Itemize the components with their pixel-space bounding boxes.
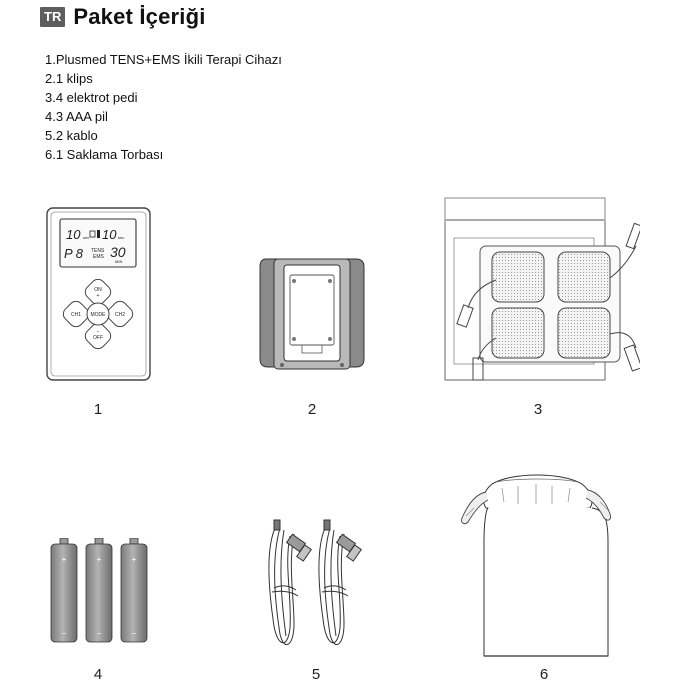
list-item: 4.3 AAA pil	[45, 109, 108, 124]
list-item: 1.Plusmed TENS+EMS İkili Terapi Cihazı	[45, 52, 282, 67]
svg-text:−: −	[96, 629, 102, 638]
svg-text:−: −	[131, 629, 137, 638]
svg-text:+: +	[96, 293, 100, 299]
display-program: P 8	[64, 246, 84, 261]
list-item: 5.2 kablo	[45, 128, 98, 143]
figure-number: 5	[311, 666, 321, 683]
ch1-button-label: CH1	[70, 312, 82, 318]
svg-text:−: −	[61, 629, 67, 638]
device-illustration	[46, 207, 152, 382]
display-top-right-unit: sec	[118, 235, 125, 240]
on-button-label: ON	[94, 287, 102, 293]
svg-text:+: +	[131, 555, 137, 564]
package-contents-list	[45, 50, 282, 164]
batteries-illustration	[48, 538, 158, 644]
cables-illustration	[264, 516, 374, 656]
mode-button-label: MODE	[90, 312, 106, 318]
list-item: 2.1 klips	[45, 71, 93, 86]
figure-number: 4	[93, 666, 103, 683]
svg-text:+: +	[61, 555, 67, 564]
header	[40, 4, 206, 30]
figure-number: 6	[539, 666, 549, 683]
display-mode-ems: EMS	[93, 254, 104, 260]
display-mode-tens: TENS	[91, 248, 105, 254]
display-timer-unit: MIN	[115, 259, 123, 264]
ch2-button-label: CH2	[114, 312, 126, 318]
figure-number: 3	[533, 401, 543, 418]
language-badge: TR	[40, 7, 65, 27]
off-button-label: OFF	[93, 335, 103, 341]
electrode-pads-illustration	[444, 196, 640, 386]
list-item: 3.4 elektrot pedi	[45, 90, 138, 105]
svg-text:+: +	[96, 555, 102, 564]
display-top-left-unit: sec	[83, 235, 90, 240]
storage-bag-illustration	[452, 462, 624, 666]
figure-number: 1	[93, 401, 103, 418]
list-item: 6.1 Saklama Torbası	[45, 147, 164, 162]
figure-number: 2	[307, 401, 317, 418]
svg-text:−: −	[96, 329, 100, 335]
page-title: Paket İçeriği	[73, 4, 206, 29]
clip-illustration	[258, 255, 366, 373]
display-top-right-value: 10	[102, 227, 117, 242]
display-timer: 30	[110, 244, 126, 260]
display-top-left-value: 10	[66, 227, 81, 242]
